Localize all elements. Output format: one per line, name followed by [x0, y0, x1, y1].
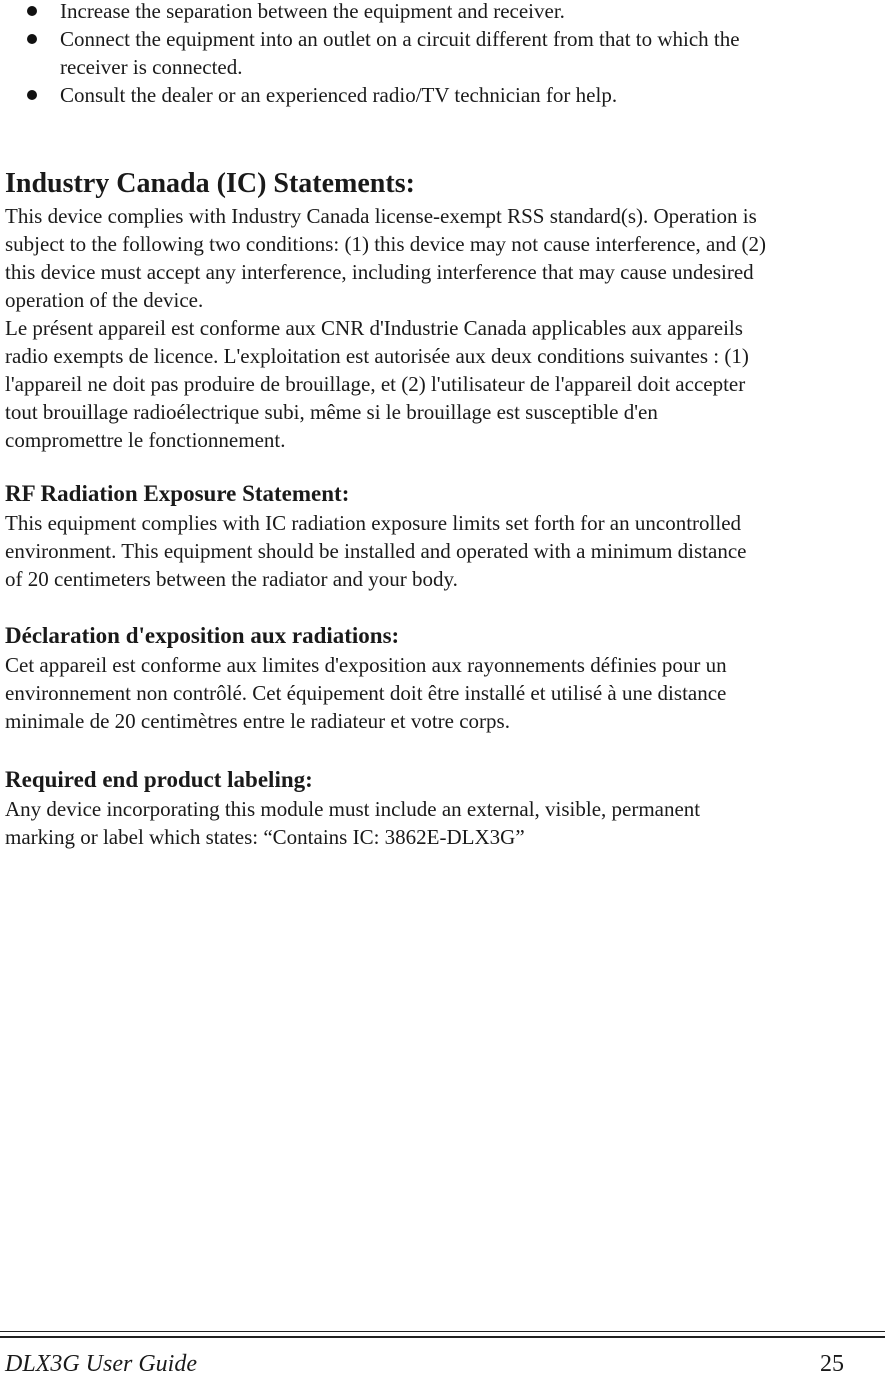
ic-statements-section [5, 166, 885, 454]
rf-paragraph [5, 509, 885, 593]
text-line: tout brouillage radioélectrique subi, même si le brouillage est susceptible d'en [5, 400, 658, 424]
ic-english-paragraph [5, 202, 885, 314]
text-line: radio exempts de licence. L'exploitation est autorisée aux deux conditions suivantes : (1) [5, 344, 749, 368]
text-line: subject to the following two conditions: (1) this device may not cause interference, and (2) [5, 232, 767, 256]
labeling-heading: Required end product labeling: [5, 767, 313, 792]
fcc-remedy-list [0, 0, 885, 109]
labeling-paragraph [5, 795, 885, 851]
ic-french-paragraph [5, 314, 885, 454]
text-line: operation of the device. [5, 288, 204, 312]
text-line: l'appareil ne doit pas produire de brouillage, et (2) l'utilisateur de l'appareil doit accepter [5, 372, 746, 396]
text-line: of 20 centimeters between the radiator and your body. [5, 567, 458, 591]
fr-rf-heading: Déclaration d'exposition aux radiations: [5, 623, 400, 648]
text-line: marking or label which states: “Contains IC: 3862E-DLX3G” [5, 825, 525, 849]
footer-divider [0, 1331, 885, 1332]
text-line: environnement non contrôlé. Cet équipement doit être installé et utilisé à une distance [5, 681, 727, 705]
footer-divider [0, 1336, 885, 1338]
text-line: Le présent appareil est conforme aux CNR d'Industrie Canada applicables aux appareils [5, 316, 743, 340]
bullet-text: Connect the equipment into an outlet on a circuit different from that to which the [60, 27, 740, 51]
bullet-item [0, 81, 885, 109]
bullet-icon [27, 6, 37, 16]
text-line: This equipment complies with IC radiation exposure limits set forth for an uncontrolled [5, 511, 742, 535]
bullet-icon [27, 90, 37, 100]
footer-page-number: 25 [820, 1351, 844, 1377]
bullet-text: Consult the dealer or an experienced radio/TV technician for help. [60, 83, 618, 107]
text-line: minimale de 20 centimètres entre le radiateur et votre corps. [5, 709, 510, 733]
text-line: environment. This equipment should be installed and operated with a minimum distance [5, 539, 747, 563]
ic-heading: Industry Canada (IC) Statements: [5, 168, 415, 199]
text-line: This device complies with Industry Canada license-exempt RSS standard(s). Operation is [5, 204, 757, 228]
bullet-item [0, 25, 885, 81]
rf-heading: RF Radiation Exposure Statement: [5, 481, 350, 506]
bullet-text: Increase the separation between the equipment and receiver. [60, 0, 565, 23]
bullet-text: receiver is connected. [60, 55, 243, 79]
labeling-section [5, 765, 885, 851]
bullet-icon [27, 34, 37, 44]
french-exposure-section [5, 621, 885, 735]
footer-document-title: DLX3G User Guide [5, 1351, 197, 1377]
text-line: compromettre le fonctionnement. [5, 428, 286, 452]
text-line: Any device incorporating this module must include an external, visible, permanent [5, 797, 701, 821]
bullet-item [0, 0, 885, 25]
rf-exposure-section [5, 479, 885, 593]
text-line: Cet appareil est conforme aux limites d'exposition aux rayonnements définies pour un [5, 653, 727, 677]
fr-rf-paragraph [5, 651, 885, 735]
text-line: this device must accept any interference, including interference that may cause undesired [5, 260, 754, 284]
